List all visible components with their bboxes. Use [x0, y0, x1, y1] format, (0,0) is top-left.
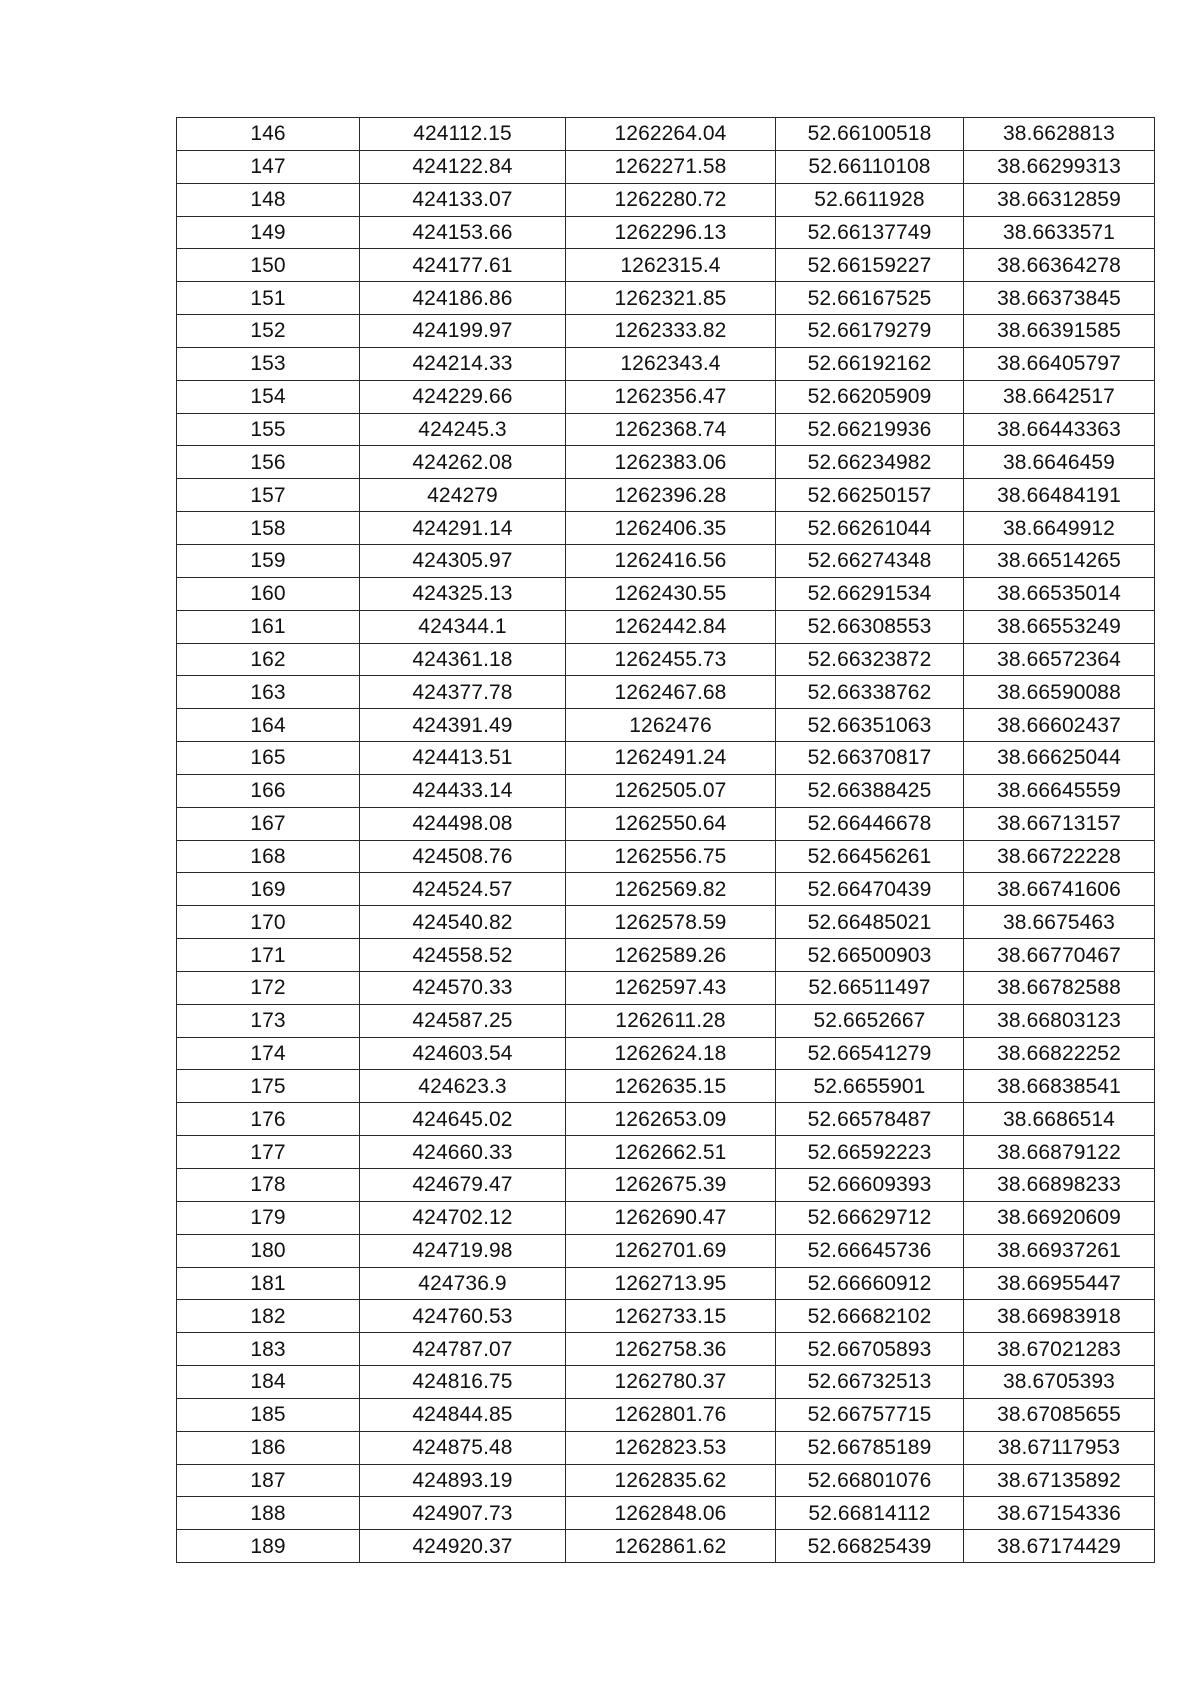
table-row — [177, 1333, 1155, 1366]
longitude-cell: 38.6686514 — [964, 1103, 1155, 1136]
y-coordinate-cell: 1262823.53 — [566, 1431, 776, 1464]
point-number-cell: 146 — [177, 118, 360, 151]
longitude-cell: 38.67135892 — [964, 1464, 1155, 1497]
longitude-cell: 38.66983918 — [964, 1300, 1155, 1333]
latitude-cell: 52.66308553 — [776, 610, 964, 643]
longitude-cell: 38.66625044 — [964, 742, 1155, 775]
x-coordinate-cell: 424508.76 — [360, 840, 566, 873]
x-coordinate-cell: 424660.33 — [360, 1136, 566, 1169]
y-coordinate-cell: 1262467.68 — [566, 676, 776, 709]
y-coordinate-cell: 1262733.15 — [566, 1300, 776, 1333]
x-coordinate-cell: 424816.75 — [360, 1366, 566, 1399]
latitude-cell: 52.66167525 — [776, 282, 964, 315]
point-number-cell: 158 — [177, 512, 360, 545]
latitude-cell: 52.66732513 — [776, 1366, 964, 1399]
x-coordinate-cell: 424291.14 — [360, 512, 566, 545]
x-coordinate-cell: 424587.25 — [360, 1004, 566, 1037]
longitude-cell: 38.66484191 — [964, 479, 1155, 512]
point-number-cell: 165 — [177, 742, 360, 775]
x-coordinate-cell: 424736.9 — [360, 1267, 566, 1300]
latitude-cell: 52.66785189 — [776, 1431, 964, 1464]
point-number-cell: 168 — [177, 840, 360, 873]
table-row — [177, 446, 1155, 479]
latitude-cell: 52.6652667 — [776, 1004, 964, 1037]
table-row — [177, 1234, 1155, 1267]
x-coordinate-cell: 424325.13 — [360, 577, 566, 610]
x-coordinate-cell: 424540.82 — [360, 906, 566, 939]
point-number-cell: 175 — [177, 1070, 360, 1103]
table-row — [177, 610, 1155, 643]
latitude-cell: 52.66323872 — [776, 643, 964, 676]
latitude-cell: 52.66370817 — [776, 742, 964, 775]
latitude-cell: 52.66219936 — [776, 413, 964, 446]
x-coordinate-cell: 424177.61 — [360, 249, 566, 282]
y-coordinate-cell: 1262835.62 — [566, 1464, 776, 1497]
point-number-cell: 182 — [177, 1300, 360, 1333]
table-row — [177, 1169, 1155, 1202]
y-coordinate-cell: 1262476 — [566, 709, 776, 742]
point-number-cell: 157 — [177, 479, 360, 512]
table-row — [177, 1431, 1155, 1464]
longitude-cell: 38.66572364 — [964, 643, 1155, 676]
x-coordinate-cell: 424679.47 — [360, 1169, 566, 1202]
longitude-cell: 38.66299313 — [964, 150, 1155, 183]
longitude-cell: 38.66838541 — [964, 1070, 1155, 1103]
longitude-cell: 38.66879122 — [964, 1136, 1155, 1169]
table-row — [177, 118, 1155, 151]
point-number-cell: 151 — [177, 282, 360, 315]
table-row — [177, 1464, 1155, 1497]
point-number-cell: 166 — [177, 774, 360, 807]
x-coordinate-cell: 424760.53 — [360, 1300, 566, 1333]
longitude-cell: 38.67021283 — [964, 1333, 1155, 1366]
table-row — [177, 1136, 1155, 1169]
latitude-cell: 52.66592223 — [776, 1136, 964, 1169]
latitude-cell: 52.66801076 — [776, 1464, 964, 1497]
point-number-cell: 189 — [177, 1530, 360, 1563]
longitude-cell: 38.6628813 — [964, 118, 1155, 151]
y-coordinate-cell: 1262550.64 — [566, 807, 776, 840]
longitude-cell: 38.66405797 — [964, 347, 1155, 380]
x-coordinate-cell: 424377.78 — [360, 676, 566, 709]
table-row — [177, 1103, 1155, 1136]
coordinates-table — [176, 117, 1155, 1563]
longitude-cell: 38.67174429 — [964, 1530, 1155, 1563]
latitude-cell: 52.66825439 — [776, 1530, 964, 1563]
x-coordinate-cell: 424558.52 — [360, 939, 566, 972]
x-coordinate-cell: 424787.07 — [360, 1333, 566, 1366]
point-number-cell: 162 — [177, 643, 360, 676]
x-coordinate-cell: 424199.97 — [360, 315, 566, 348]
point-number-cell: 164 — [177, 709, 360, 742]
longitude-cell: 38.66553249 — [964, 610, 1155, 643]
y-coordinate-cell: 1262780.37 — [566, 1366, 776, 1399]
latitude-cell: 52.66234982 — [776, 446, 964, 479]
longitude-cell: 38.66741606 — [964, 873, 1155, 906]
y-coordinate-cell: 1262455.73 — [566, 643, 776, 676]
longitude-cell: 38.6633571 — [964, 216, 1155, 249]
table-row — [177, 1497, 1155, 1530]
coordinates-table-body — [177, 118, 1155, 1563]
longitude-cell: 38.66514265 — [964, 544, 1155, 577]
point-number-cell: 173 — [177, 1004, 360, 1037]
table-row — [177, 183, 1155, 216]
point-number-cell: 147 — [177, 150, 360, 183]
latitude-cell: 52.66179279 — [776, 315, 964, 348]
table-row — [177, 249, 1155, 282]
x-coordinate-cell: 424229.66 — [360, 380, 566, 413]
longitude-cell: 38.66770467 — [964, 939, 1155, 972]
table-row — [177, 1267, 1155, 1300]
x-coordinate-cell: 424623.3 — [360, 1070, 566, 1103]
table-row — [177, 479, 1155, 512]
longitude-cell: 38.66920609 — [964, 1201, 1155, 1234]
longitude-cell: 38.66898233 — [964, 1169, 1155, 1202]
table-row — [177, 380, 1155, 413]
table-row — [177, 282, 1155, 315]
latitude-cell: 52.66485021 — [776, 906, 964, 939]
point-number-cell: 161 — [177, 610, 360, 643]
longitude-cell: 38.66602437 — [964, 709, 1155, 742]
y-coordinate-cell: 1262442.84 — [566, 610, 776, 643]
point-number-cell: 152 — [177, 315, 360, 348]
longitude-cell: 38.66822252 — [964, 1037, 1155, 1070]
table-row — [177, 315, 1155, 348]
y-coordinate-cell: 1262280.72 — [566, 183, 776, 216]
x-coordinate-cell: 424719.98 — [360, 1234, 566, 1267]
x-coordinate-cell: 424907.73 — [360, 1497, 566, 1530]
x-coordinate-cell: 424112.15 — [360, 118, 566, 151]
y-coordinate-cell: 1262653.09 — [566, 1103, 776, 1136]
latitude-cell: 52.66629712 — [776, 1201, 964, 1234]
point-number-cell: 150 — [177, 249, 360, 282]
latitude-cell: 52.66500903 — [776, 939, 964, 972]
table-row — [177, 544, 1155, 577]
point-number-cell: 167 — [177, 807, 360, 840]
table-row — [177, 742, 1155, 775]
latitude-cell: 52.66351063 — [776, 709, 964, 742]
point-number-cell: 179 — [177, 1201, 360, 1234]
table-row — [177, 1201, 1155, 1234]
latitude-cell: 52.66159227 — [776, 249, 964, 282]
y-coordinate-cell: 1262368.74 — [566, 413, 776, 446]
longitude-cell: 38.66782588 — [964, 971, 1155, 1004]
x-coordinate-cell: 424305.97 — [360, 544, 566, 577]
latitude-cell: 52.66660912 — [776, 1267, 964, 1300]
table-row — [177, 1004, 1155, 1037]
latitude-cell: 52.66578487 — [776, 1103, 964, 1136]
latitude-cell: 52.66261044 — [776, 512, 964, 545]
table-row — [177, 840, 1155, 873]
point-number-cell: 172 — [177, 971, 360, 1004]
table-row — [177, 1300, 1155, 1333]
longitude-cell: 38.6705393 — [964, 1366, 1155, 1399]
y-coordinate-cell: 1262343.4 — [566, 347, 776, 380]
table-row — [177, 1398, 1155, 1431]
longitude-cell: 38.66312859 — [964, 183, 1155, 216]
latitude-cell: 52.66609393 — [776, 1169, 964, 1202]
table-row — [177, 347, 1155, 380]
table-row — [177, 971, 1155, 1004]
x-coordinate-cell: 424245.3 — [360, 413, 566, 446]
y-coordinate-cell: 1262589.26 — [566, 939, 776, 972]
point-number-cell: 160 — [177, 577, 360, 610]
y-coordinate-cell: 1262356.47 — [566, 380, 776, 413]
x-coordinate-cell: 424344.1 — [360, 610, 566, 643]
x-coordinate-cell: 424391.49 — [360, 709, 566, 742]
x-coordinate-cell: 424893.19 — [360, 1464, 566, 1497]
latitude-cell: 52.66446678 — [776, 807, 964, 840]
y-coordinate-cell: 1262569.82 — [566, 873, 776, 906]
latitude-cell: 52.66705893 — [776, 1333, 964, 1366]
x-coordinate-cell: 424186.86 — [360, 282, 566, 315]
point-number-cell: 155 — [177, 413, 360, 446]
latitude-cell: 52.66456261 — [776, 840, 964, 873]
point-number-cell: 148 — [177, 183, 360, 216]
longitude-cell: 38.66443363 — [964, 413, 1155, 446]
table-row — [177, 413, 1155, 446]
y-coordinate-cell: 1262271.58 — [566, 150, 776, 183]
point-number-cell: 156 — [177, 446, 360, 479]
latitude-cell: 52.6611928 — [776, 183, 964, 216]
latitude-cell: 52.66511497 — [776, 971, 964, 1004]
y-coordinate-cell: 1262406.35 — [566, 512, 776, 545]
longitude-cell: 38.66590088 — [964, 676, 1155, 709]
latitude-cell: 52.66682102 — [776, 1300, 964, 1333]
y-coordinate-cell: 1262491.24 — [566, 742, 776, 775]
table-row — [177, 939, 1155, 972]
y-coordinate-cell: 1262264.04 — [566, 118, 776, 151]
y-coordinate-cell: 1262296.13 — [566, 216, 776, 249]
x-coordinate-cell: 424498.08 — [360, 807, 566, 840]
table-row — [177, 577, 1155, 610]
longitude-cell: 38.67085655 — [964, 1398, 1155, 1431]
longitude-cell: 38.66803123 — [964, 1004, 1155, 1037]
point-number-cell: 170 — [177, 906, 360, 939]
latitude-cell: 52.66757715 — [776, 1398, 964, 1431]
table-row — [177, 807, 1155, 840]
x-coordinate-cell: 424844.85 — [360, 1398, 566, 1431]
y-coordinate-cell: 1262690.47 — [566, 1201, 776, 1234]
latitude-cell: 52.66541279 — [776, 1037, 964, 1070]
latitude-cell: 52.66645736 — [776, 1234, 964, 1267]
longitude-cell: 38.67154336 — [964, 1497, 1155, 1530]
x-coordinate-cell: 424920.37 — [360, 1530, 566, 1563]
table-row — [177, 643, 1155, 676]
latitude-cell: 52.66100518 — [776, 118, 964, 151]
latitude-cell: 52.66205909 — [776, 380, 964, 413]
x-coordinate-cell: 424570.33 — [360, 971, 566, 1004]
longitude-cell: 38.6646459 — [964, 446, 1155, 479]
y-coordinate-cell: 1262624.18 — [566, 1037, 776, 1070]
table-row — [177, 906, 1155, 939]
y-coordinate-cell: 1262505.07 — [566, 774, 776, 807]
table-row — [177, 1070, 1155, 1103]
table-row — [177, 873, 1155, 906]
x-coordinate-cell: 424645.02 — [360, 1103, 566, 1136]
y-coordinate-cell: 1262416.56 — [566, 544, 776, 577]
point-number-cell: 180 — [177, 1234, 360, 1267]
latitude-cell: 52.66388425 — [776, 774, 964, 807]
point-number-cell: 153 — [177, 347, 360, 380]
point-number-cell: 174 — [177, 1037, 360, 1070]
x-coordinate-cell: 424214.33 — [360, 347, 566, 380]
point-number-cell: 163 — [177, 676, 360, 709]
y-coordinate-cell: 1262701.69 — [566, 1234, 776, 1267]
latitude-cell: 52.66250157 — [776, 479, 964, 512]
point-number-cell: 186 — [177, 1431, 360, 1464]
y-coordinate-cell: 1262396.28 — [566, 479, 776, 512]
longitude-cell: 38.66722228 — [964, 840, 1155, 873]
point-number-cell: 178 — [177, 1169, 360, 1202]
table-row — [177, 216, 1155, 249]
x-coordinate-cell: 424875.48 — [360, 1431, 566, 1464]
latitude-cell: 52.66338762 — [776, 676, 964, 709]
longitude-cell: 38.66955447 — [964, 1267, 1155, 1300]
y-coordinate-cell: 1262321.85 — [566, 282, 776, 315]
longitude-cell: 38.67117953 — [964, 1431, 1155, 1464]
x-coordinate-cell: 424433.14 — [360, 774, 566, 807]
longitude-cell: 38.66364278 — [964, 249, 1155, 282]
point-number-cell: 171 — [177, 939, 360, 972]
point-number-cell: 176 — [177, 1103, 360, 1136]
point-number-cell: 181 — [177, 1267, 360, 1300]
y-coordinate-cell: 1262333.82 — [566, 315, 776, 348]
y-coordinate-cell: 1262662.51 — [566, 1136, 776, 1169]
y-coordinate-cell: 1262556.75 — [566, 840, 776, 873]
x-coordinate-cell: 424603.54 — [360, 1037, 566, 1070]
y-coordinate-cell: 1262861.62 — [566, 1530, 776, 1563]
y-coordinate-cell: 1262597.43 — [566, 971, 776, 1004]
latitude-cell: 52.66291534 — [776, 577, 964, 610]
table-row — [177, 1366, 1155, 1399]
latitude-cell: 52.66274348 — [776, 544, 964, 577]
point-number-cell: 185 — [177, 1398, 360, 1431]
longitude-cell: 38.66645559 — [964, 774, 1155, 807]
longitude-cell: 38.66391585 — [964, 315, 1155, 348]
x-coordinate-cell: 424524.57 — [360, 873, 566, 906]
table-row — [177, 1530, 1155, 1563]
y-coordinate-cell: 1262848.06 — [566, 1497, 776, 1530]
point-number-cell: 188 — [177, 1497, 360, 1530]
x-coordinate-cell: 424153.66 — [360, 216, 566, 249]
point-number-cell: 169 — [177, 873, 360, 906]
y-coordinate-cell: 1262430.55 — [566, 577, 776, 610]
x-coordinate-cell: 424262.08 — [360, 446, 566, 479]
point-number-cell: 184 — [177, 1366, 360, 1399]
longitude-cell: 38.66373845 — [964, 282, 1155, 315]
y-coordinate-cell: 1262383.06 — [566, 446, 776, 479]
table-row — [177, 709, 1155, 742]
table-row — [177, 512, 1155, 545]
point-number-cell: 149 — [177, 216, 360, 249]
y-coordinate-cell: 1262713.95 — [566, 1267, 776, 1300]
y-coordinate-cell: 1262315.4 — [566, 249, 776, 282]
y-coordinate-cell: 1262635.15 — [566, 1070, 776, 1103]
point-number-cell: 187 — [177, 1464, 360, 1497]
longitude-cell: 38.6649912 — [964, 512, 1155, 545]
table-row — [177, 150, 1155, 183]
x-coordinate-cell: 424361.18 — [360, 643, 566, 676]
longitude-cell: 38.66713157 — [964, 807, 1155, 840]
table-row — [177, 774, 1155, 807]
x-coordinate-cell: 424133.07 — [360, 183, 566, 216]
x-coordinate-cell: 424122.84 — [360, 150, 566, 183]
latitude-cell: 52.66814112 — [776, 1497, 964, 1530]
x-coordinate-cell: 424279 — [360, 479, 566, 512]
y-coordinate-cell: 1262578.59 — [566, 906, 776, 939]
y-coordinate-cell: 1262758.36 — [566, 1333, 776, 1366]
x-coordinate-cell: 424413.51 — [360, 742, 566, 775]
longitude-cell: 38.66937261 — [964, 1234, 1155, 1267]
point-number-cell: 177 — [177, 1136, 360, 1169]
longitude-cell: 38.6675463 — [964, 906, 1155, 939]
point-number-cell: 183 — [177, 1333, 360, 1366]
point-number-cell: 159 — [177, 544, 360, 577]
latitude-cell: 52.66192162 — [776, 347, 964, 380]
point-number-cell: 154 — [177, 380, 360, 413]
longitude-cell: 38.66535014 — [964, 577, 1155, 610]
table-row — [177, 676, 1155, 709]
y-coordinate-cell: 1262801.76 — [566, 1398, 776, 1431]
latitude-cell: 52.66470439 — [776, 873, 964, 906]
latitude-cell: 52.66137749 — [776, 216, 964, 249]
x-coordinate-cell: 424702.12 — [360, 1201, 566, 1234]
y-coordinate-cell: 1262611.28 — [566, 1004, 776, 1037]
latitude-cell: 52.66110108 — [776, 150, 964, 183]
longitude-cell: 38.6642517 — [964, 380, 1155, 413]
table-row — [177, 1037, 1155, 1070]
y-coordinate-cell: 1262675.39 — [566, 1169, 776, 1202]
latitude-cell: 52.6655901 — [776, 1070, 964, 1103]
